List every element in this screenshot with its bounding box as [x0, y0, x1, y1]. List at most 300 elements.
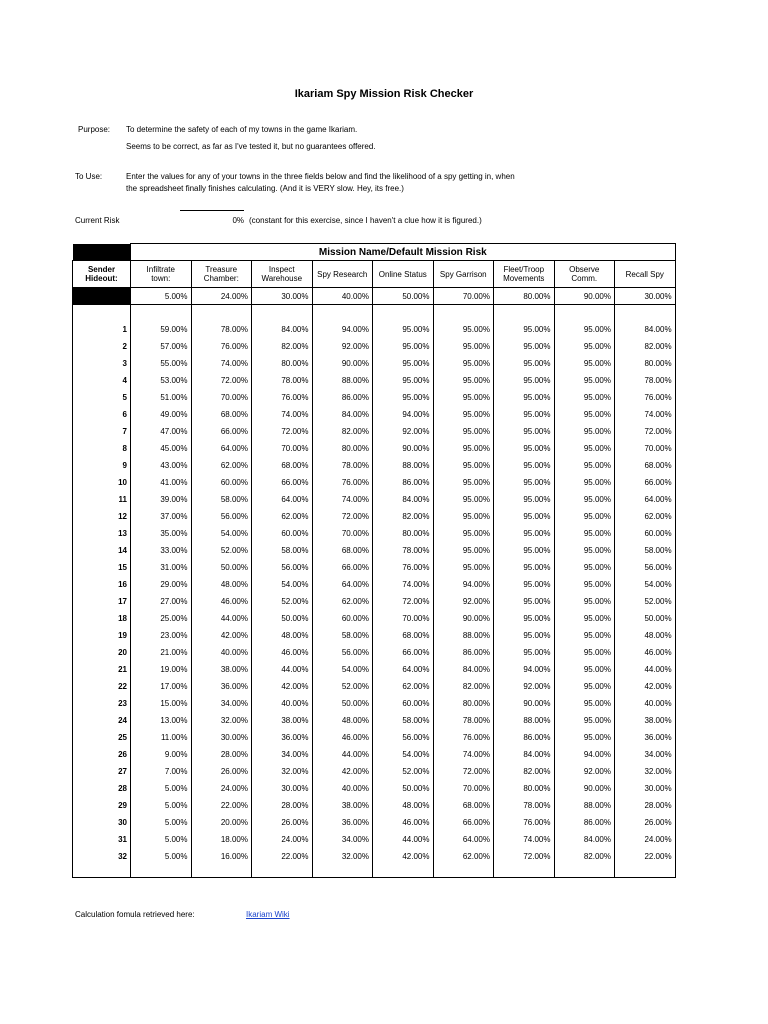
risk-cell: 95.00% — [554, 508, 615, 525]
risk-cell: 5.00% — [131, 797, 192, 814]
hideout-level-cell: 20 — [73, 644, 131, 661]
default-risk-cell[interactable]: 70.00% — [433, 288, 494, 305]
current-risk-underline — [180, 210, 244, 211]
risk-cell: 40.00% — [312, 780, 373, 797]
risk-cell: 72.00% — [433, 763, 494, 780]
hideout-level-cell: 15 — [73, 559, 131, 576]
risk-cell: 82.00% — [554, 848, 615, 865]
hideout-level-cell: 10 — [73, 474, 131, 491]
risk-cell: 66.00% — [252, 474, 313, 491]
risk-cell: 38.00% — [252, 712, 313, 729]
hideout-level-cell: 30 — [73, 814, 131, 831]
default-risk-cell[interactable]: 50.00% — [373, 288, 434, 305]
default-risk-cell[interactable]: 30.00% — [615, 288, 676, 305]
risk-cell: 82.00% — [312, 423, 373, 440]
default-row-black-cell — [73, 288, 131, 305]
risk-cell: 95.00% — [554, 372, 615, 389]
risk-cell: 28.00% — [252, 797, 313, 814]
table-row — [73, 593, 676, 610]
table-row — [73, 491, 676, 508]
hideout-level-cell: 3 — [73, 355, 131, 372]
risk-cell: 56.00% — [191, 508, 252, 525]
risk-cell: 95.00% — [554, 440, 615, 457]
column-header-line: Fleet/Troop — [503, 265, 545, 274]
risk-cell: 90.00% — [494, 695, 555, 712]
risk-cell: 48.00% — [312, 712, 373, 729]
risk-cell: 32.00% — [191, 712, 252, 729]
hideout-level-cell: 25 — [73, 729, 131, 746]
risk-cell: 7.00% — [131, 763, 192, 780]
risk-cell: 90.00% — [373, 440, 434, 457]
hideout-level-cell: 9 — [73, 457, 131, 474]
risk-cell: 72.00% — [494, 848, 555, 865]
risk-table — [72, 243, 676, 878]
risk-cell: 86.00% — [554, 814, 615, 831]
table-row — [73, 746, 676, 763]
risk-cell: 95.00% — [554, 474, 615, 491]
risk-cell: 30.00% — [191, 729, 252, 746]
hideout-level-cell: 8 — [73, 440, 131, 457]
hideout-level-cell: 4 — [73, 372, 131, 389]
spacer-cell — [494, 305, 555, 322]
risk-cell: 86.00% — [373, 474, 434, 491]
risk-cell: 95.00% — [494, 576, 555, 593]
column-header-line: Hideout: — [85, 274, 118, 283]
risk-cell: 28.00% — [191, 746, 252, 763]
risk-cell: 80.00% — [615, 355, 676, 372]
risk-cell: 45.00% — [131, 440, 192, 457]
risk-cell: 82.00% — [252, 338, 313, 355]
risk-cell: 74.00% — [191, 355, 252, 372]
risk-cell: 50.00% — [312, 695, 373, 712]
risk-cell: 70.00% — [191, 389, 252, 406]
risk-cell: 40.00% — [615, 695, 676, 712]
risk-cell: 84.00% — [615, 321, 676, 338]
risk-cell: 84.00% — [494, 746, 555, 763]
risk-cell: 78.00% — [494, 797, 555, 814]
risk-cell: 62.00% — [615, 508, 676, 525]
risk-cell: 26.00% — [191, 763, 252, 780]
risk-cell: 64.00% — [191, 440, 252, 457]
table-row — [73, 355, 676, 372]
column-header-line: Sender — [87, 265, 116, 274]
table-bottom-cell — [252, 865, 313, 878]
risk-cell: 70.00% — [312, 525, 373, 542]
default-risk-cell[interactable]: 80.00% — [494, 288, 555, 305]
table-row — [73, 763, 676, 780]
risk-cell: 32.00% — [312, 848, 373, 865]
risk-cell: 57.00% — [131, 338, 192, 355]
column-header — [131, 261, 192, 288]
risk-cell: 60.00% — [312, 610, 373, 627]
risk-cell: 95.00% — [554, 457, 615, 474]
to-use-label: To Use: — [75, 172, 103, 181]
page-title: Ikariam Spy Mission Risk Checker — [294, 88, 474, 100]
risk-cell: 68.00% — [433, 797, 494, 814]
risk-cell: 95.00% — [494, 525, 555, 542]
risk-table-container — [72, 243, 675, 878]
table-row — [73, 695, 676, 712]
table-bottom-cell — [191, 865, 252, 878]
risk-cell: 95.00% — [494, 457, 555, 474]
hideout-level-cell: 23 — [73, 695, 131, 712]
table-row — [73, 678, 676, 695]
risk-cell: 82.00% — [433, 678, 494, 695]
risk-cell: 25.00% — [131, 610, 192, 627]
risk-cell: 95.00% — [554, 491, 615, 508]
default-risk-cell[interactable]: 24.00% — [191, 288, 252, 305]
risk-cell: 92.00% — [554, 763, 615, 780]
risk-cell: 70.00% — [373, 610, 434, 627]
risk-cell: 68.00% — [615, 457, 676, 474]
table-row — [73, 729, 676, 746]
spacer-cell — [433, 305, 494, 322]
hideout-level-cell: 19 — [73, 627, 131, 644]
table-bottom-cell — [73, 865, 131, 878]
risk-cell: 95.00% — [494, 474, 555, 491]
risk-cell: 95.00% — [494, 423, 555, 440]
risk-cell: 95.00% — [433, 559, 494, 576]
table-row — [73, 423, 676, 440]
risk-cell: 46.00% — [312, 729, 373, 746]
risk-cell: 64.00% — [312, 576, 373, 593]
risk-cell: 24.00% — [615, 831, 676, 848]
risk-cell: 72.00% — [252, 423, 313, 440]
hideout-level-cell: 32 — [73, 848, 131, 865]
risk-cell: 66.00% — [312, 559, 373, 576]
risk-cell: 5.00% — [131, 831, 192, 848]
risk-cell: 42.00% — [615, 678, 676, 695]
risk-cell: 28.00% — [615, 797, 676, 814]
risk-cell: 95.00% — [373, 389, 434, 406]
ikariam-wiki-link[interactable]: Ikariam Wiki — [246, 910, 290, 919]
risk-cell: 95.00% — [494, 644, 555, 661]
risk-cell: 46.00% — [252, 644, 313, 661]
risk-cell: 95.00% — [554, 644, 615, 661]
risk-cell: 34.00% — [615, 746, 676, 763]
risk-cell: 58.00% — [312, 627, 373, 644]
risk-cell: 95.00% — [433, 474, 494, 491]
risk-cell: 5.00% — [131, 814, 192, 831]
risk-cell: 95.00% — [554, 627, 615, 644]
risk-cell: 84.00% — [433, 661, 494, 678]
risk-cell: 54.00% — [252, 576, 313, 593]
risk-cell: 95.00% — [554, 423, 615, 440]
table-row — [73, 389, 676, 406]
risk-cell: 49.00% — [131, 406, 192, 423]
risk-cell: 74.00% — [433, 746, 494, 763]
table-row — [73, 338, 676, 355]
risk-cell: 56.00% — [312, 644, 373, 661]
risk-cell: 34.00% — [312, 831, 373, 848]
risk-cell: 72.00% — [615, 423, 676, 440]
risk-cell: 15.00% — [131, 695, 192, 712]
risk-cell: 94.00% — [312, 321, 373, 338]
column-header-line: Observe — [569, 265, 600, 274]
risk-cell: 27.00% — [131, 593, 192, 610]
risk-cell: 95.00% — [554, 593, 615, 610]
risk-cell: 60.00% — [615, 525, 676, 542]
hideout-level-cell: 12 — [73, 508, 131, 525]
hideout-level-cell: 16 — [73, 576, 131, 593]
risk-cell: 37.00% — [131, 508, 192, 525]
column-header-line: Inspect — [268, 265, 295, 274]
risk-cell: 38.00% — [615, 712, 676, 729]
spacer-cell — [131, 305, 192, 322]
risk-cell: 94.00% — [433, 576, 494, 593]
table-row — [73, 780, 676, 797]
risk-cell: 88.00% — [554, 797, 615, 814]
risk-cell: 44.00% — [312, 746, 373, 763]
column-header-line: Chamber: — [203, 274, 239, 283]
risk-cell: 5.00% — [131, 780, 192, 797]
spacer-cell — [73, 305, 131, 322]
risk-cell: 40.00% — [252, 695, 313, 712]
table-bottom-cell — [433, 865, 494, 878]
risk-cell: 82.00% — [494, 763, 555, 780]
risk-cell: 95.00% — [433, 525, 494, 542]
hideout-level-cell: 11 — [73, 491, 131, 508]
risk-cell: 52.00% — [373, 763, 434, 780]
risk-cell: 78.00% — [191, 321, 252, 338]
risk-cell: 95.00% — [494, 389, 555, 406]
table-row — [73, 559, 676, 576]
risk-cell: 95.00% — [494, 542, 555, 559]
column-header-line: Movements — [503, 274, 545, 283]
risk-cell: 66.00% — [191, 423, 252, 440]
risk-cell: 51.00% — [131, 389, 192, 406]
column-header — [191, 261, 252, 288]
risk-cell: 44.00% — [615, 661, 676, 678]
column-header-line: Treasure — [205, 265, 238, 274]
default-risk-cell[interactable]: 5.00% — [131, 288, 192, 305]
risk-cell: 44.00% — [252, 661, 313, 678]
risk-cell: 95.00% — [494, 627, 555, 644]
risk-cell: 56.00% — [373, 729, 434, 746]
risk-cell: 54.00% — [191, 525, 252, 542]
risk-cell: 43.00% — [131, 457, 192, 474]
risk-cell: 66.00% — [615, 474, 676, 491]
risk-cell: 56.00% — [615, 559, 676, 576]
spacer-cell — [252, 305, 313, 322]
table-row — [73, 848, 676, 865]
risk-cell: 53.00% — [131, 372, 192, 389]
risk-cell: 84.00% — [252, 321, 313, 338]
risk-cell: 58.00% — [191, 491, 252, 508]
table-row — [73, 406, 676, 423]
risk-cell: 46.00% — [373, 814, 434, 831]
hideout-level-cell: 29 — [73, 797, 131, 814]
risk-cell: 92.00% — [433, 593, 494, 610]
spacer-cell — [312, 305, 373, 322]
risk-cell: 62.00% — [191, 457, 252, 474]
risk-cell: 26.00% — [252, 814, 313, 831]
to-use-line-1: Enter the values for any of your towns in the three fields below and find the likelihood of a spy getting in, when — [126, 172, 515, 181]
current-risk-value[interactable]: 0% — [232, 216, 244, 225]
default-risk-cell[interactable]: 40.00% — [312, 288, 373, 305]
risk-cell: 70.00% — [433, 780, 494, 797]
risk-cell: 95.00% — [433, 542, 494, 559]
table-row — [73, 474, 676, 491]
risk-cell: 84.00% — [373, 491, 434, 508]
risk-cell: 78.00% — [433, 712, 494, 729]
risk-cell: 74.00% — [615, 406, 676, 423]
risk-cell: 76.00% — [433, 729, 494, 746]
column-header-line: Warehouse — [261, 274, 303, 283]
risk-cell: 18.00% — [191, 831, 252, 848]
table-row — [73, 321, 676, 338]
risk-cell: 76.00% — [312, 474, 373, 491]
risk-cell: 80.00% — [312, 440, 373, 457]
risk-cell: 95.00% — [494, 321, 555, 338]
risk-cell: 21.00% — [131, 644, 192, 661]
hideout-level-cell: 31 — [73, 831, 131, 848]
table-bottom-cell — [554, 865, 615, 878]
column-header-line: Comm. — [571, 274, 598, 283]
risk-cell: 80.00% — [373, 525, 434, 542]
risk-cell: 54.00% — [373, 746, 434, 763]
default-risk-cell[interactable]: 90.00% — [554, 288, 615, 305]
risk-cell: 68.00% — [312, 542, 373, 559]
risk-cell: 50.00% — [373, 780, 434, 797]
column-header-line: Infiltrate — [146, 265, 175, 274]
risk-cell: 76.00% — [252, 389, 313, 406]
risk-cell: 95.00% — [554, 559, 615, 576]
to-use-line-2: the spreadsheet finally finishes calculating. (And it is VERY slow. Hey, its free.) — [126, 184, 404, 193]
risk-cell: 22.00% — [191, 797, 252, 814]
risk-cell: 94.00% — [373, 406, 434, 423]
column-header-line: town: — [151, 274, 171, 283]
spacer-cell — [373, 305, 434, 322]
risk-cell: 44.00% — [373, 831, 434, 848]
risk-cell: 38.00% — [312, 797, 373, 814]
risk-cell: 64.00% — [433, 831, 494, 848]
footer-label: Calculation fomula retrieved here: — [75, 910, 195, 919]
risk-cell: 95.00% — [433, 338, 494, 355]
column-header — [433, 261, 494, 288]
table-row — [73, 610, 676, 627]
risk-cell: 76.00% — [191, 338, 252, 355]
column-header — [615, 261, 676, 288]
table-row — [73, 457, 676, 474]
risk-cell: 76.00% — [373, 559, 434, 576]
risk-cell: 88.00% — [373, 457, 434, 474]
risk-cell: 74.00% — [494, 831, 555, 848]
risk-cell: 94.00% — [554, 746, 615, 763]
table-row — [73, 831, 676, 848]
risk-cell: 9.00% — [131, 746, 192, 763]
risk-cell: 95.00% — [554, 321, 615, 338]
column-header-line: Online Status — [378, 269, 427, 279]
risk-cell: 58.00% — [252, 542, 313, 559]
risk-cell: 84.00% — [312, 406, 373, 423]
risk-cell: 36.00% — [312, 814, 373, 831]
default-risk-cell[interactable]: 30.00% — [252, 288, 313, 305]
purpose-line-2: Seems to be correct, as far as I've tested it, but no guarantees offered. — [126, 142, 376, 151]
risk-cell: 46.00% — [191, 593, 252, 610]
risk-cell: 39.00% — [131, 491, 192, 508]
risk-cell: 58.00% — [615, 542, 676, 559]
risk-cell: 70.00% — [615, 440, 676, 457]
risk-cell: 42.00% — [252, 678, 313, 695]
risk-cell: 68.00% — [252, 457, 313, 474]
risk-cell: 17.00% — [131, 678, 192, 695]
column-header — [373, 261, 434, 288]
risk-cell: 88.00% — [312, 372, 373, 389]
table-bottom-cell — [615, 865, 676, 878]
risk-cell: 11.00% — [131, 729, 192, 746]
risk-cell: 59.00% — [131, 321, 192, 338]
table-row — [73, 661, 676, 678]
table-bottom-cell — [131, 865, 192, 878]
hideout-level-cell: 22 — [73, 678, 131, 695]
current-risk-note: (constant for this exercise, since I haven't a clue how it is figured.) — [249, 216, 482, 225]
risk-cell: 62.00% — [433, 848, 494, 865]
risk-cell: 62.00% — [373, 678, 434, 695]
risk-cell: 22.00% — [252, 848, 313, 865]
risk-cell: 95.00% — [554, 542, 615, 559]
risk-cell: 40.00% — [191, 644, 252, 661]
risk-cell: 72.00% — [373, 593, 434, 610]
risk-cell: 20.00% — [191, 814, 252, 831]
risk-cell: 48.00% — [615, 627, 676, 644]
risk-cell: 35.00% — [131, 525, 192, 542]
risk-cell: 5.00% — [131, 848, 192, 865]
risk-cell: 92.00% — [312, 338, 373, 355]
purpose-line-1: To determine the safety of each of my towns in the game Ikariam. — [126, 125, 358, 134]
hideout-level-cell: 6 — [73, 406, 131, 423]
risk-cell: 95.00% — [554, 661, 615, 678]
risk-cell: 76.00% — [494, 814, 555, 831]
risk-cell: 74.00% — [373, 576, 434, 593]
risk-cell: 29.00% — [131, 576, 192, 593]
risk-cell: 95.00% — [554, 525, 615, 542]
risk-cell: 56.00% — [252, 559, 313, 576]
risk-cell: 26.00% — [615, 814, 676, 831]
risk-cell: 95.00% — [494, 372, 555, 389]
purpose-label: Purpose: — [78, 125, 111, 134]
risk-cell: 48.00% — [373, 797, 434, 814]
risk-cell: 19.00% — [131, 661, 192, 678]
risk-cell: 46.00% — [615, 644, 676, 661]
column-header — [554, 261, 615, 288]
risk-cell: 42.00% — [373, 848, 434, 865]
table-row — [73, 525, 676, 542]
table-row — [73, 576, 676, 593]
hideout-level-cell: 24 — [73, 712, 131, 729]
risk-cell: 95.00% — [554, 712, 615, 729]
risk-cell: 52.00% — [252, 593, 313, 610]
table-row — [73, 814, 676, 831]
risk-cell: 95.00% — [554, 389, 615, 406]
table-row — [73, 372, 676, 389]
risk-cell: 70.00% — [252, 440, 313, 457]
hideout-level-cell: 14 — [73, 542, 131, 559]
risk-cell: 95.00% — [433, 423, 494, 440]
risk-cell: 42.00% — [312, 763, 373, 780]
risk-cell: 95.00% — [494, 610, 555, 627]
risk-cell: 95.00% — [494, 440, 555, 457]
risk-cell: 95.00% — [554, 678, 615, 695]
table-row — [73, 542, 676, 559]
risk-cell: 74.00% — [252, 406, 313, 423]
header-black-block — [73, 244, 131, 261]
hideout-level-cell: 28 — [73, 780, 131, 797]
risk-cell: 95.00% — [433, 372, 494, 389]
table-bottom-cell — [494, 865, 555, 878]
risk-cell: 34.00% — [191, 695, 252, 712]
spacer-cell — [191, 305, 252, 322]
